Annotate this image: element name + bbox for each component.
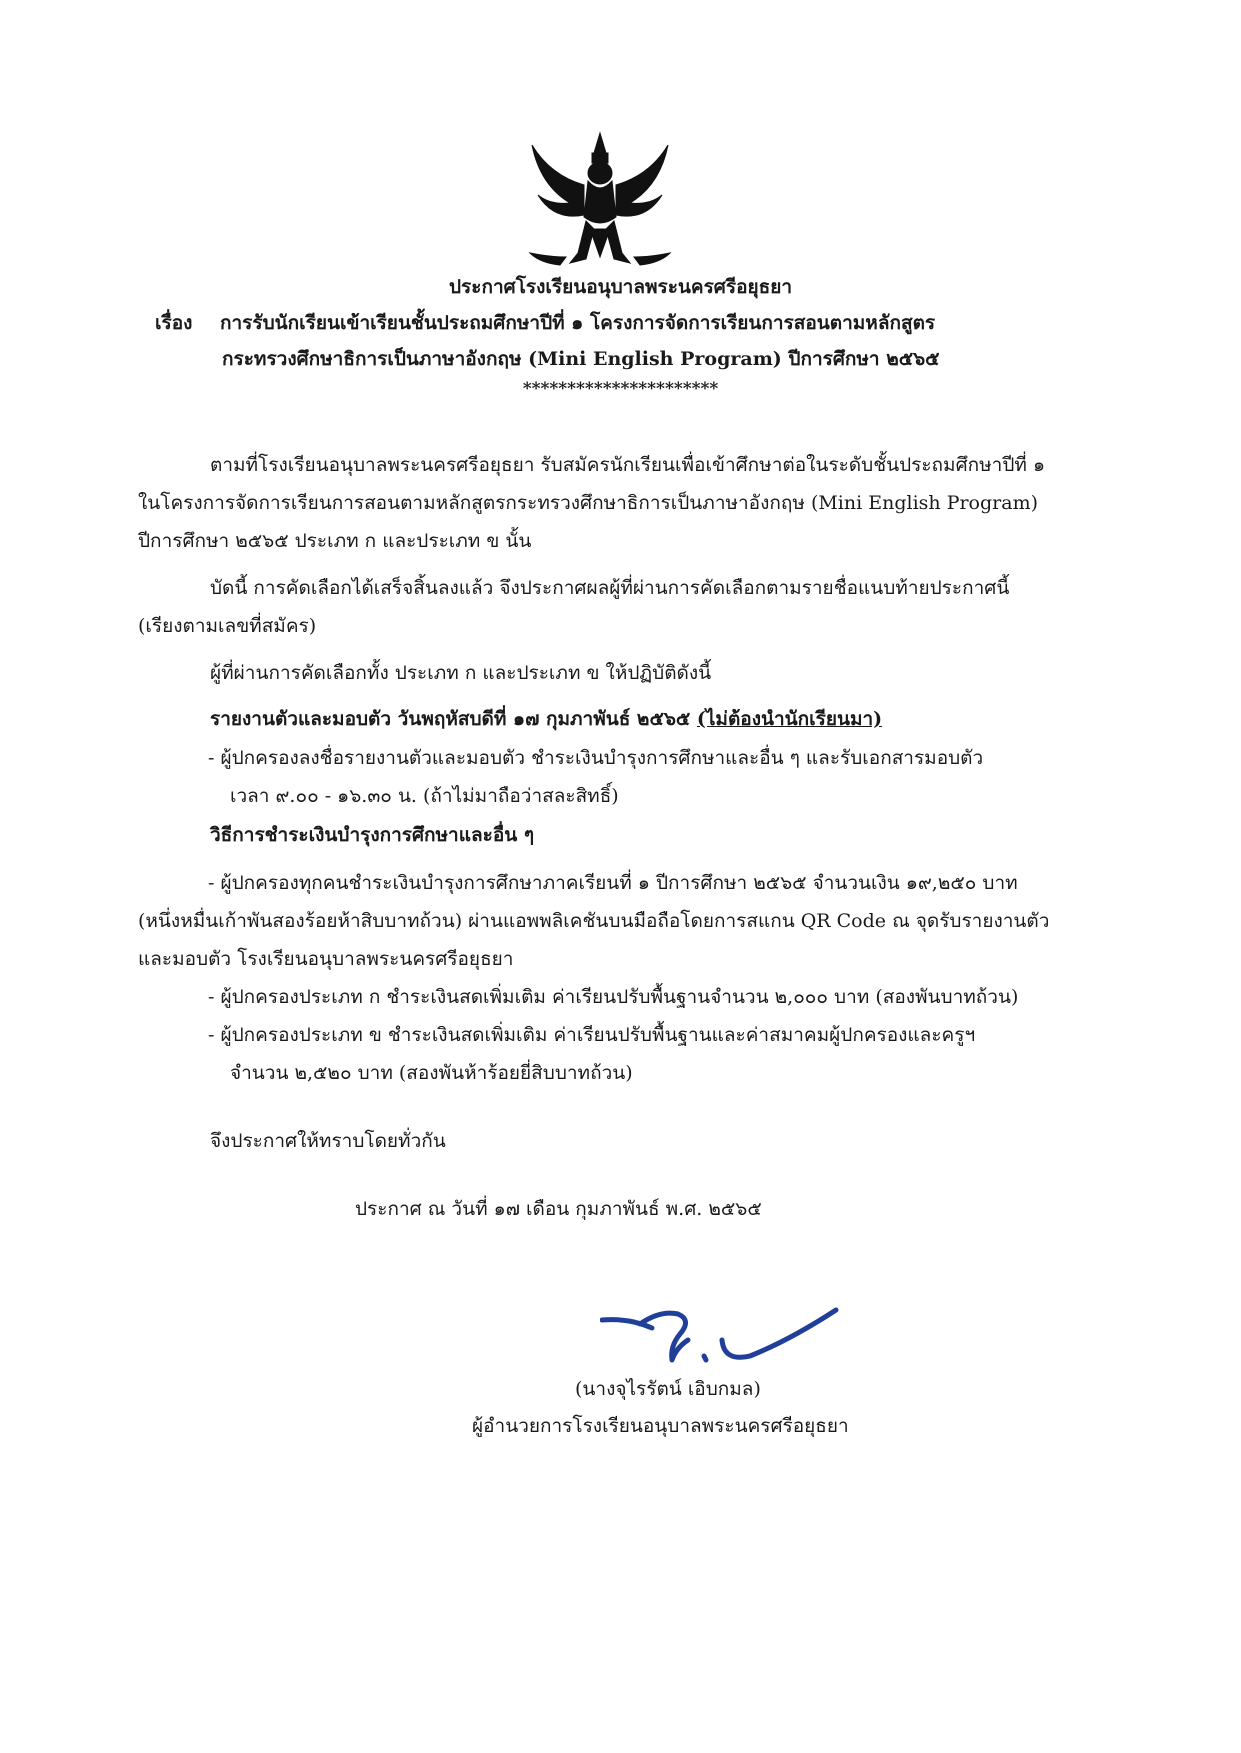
- report-item-line2: เวลา ๙.๐๐ - ๑๖.๓๐ น. (ถ้าไม่มาถือว่าสละสิทธิ์): [230, 785, 619, 807]
- garuda-emblem-icon: [520, 125, 680, 280]
- para1-line1: ตามที่โรงเรียนอนุบาลพระนครศรีอยุธยา รับสมัครนักเรียนเพื่อเข้าศึกษาต่อในระดับชั้นประถมศึกษาปีที่ ๑: [210, 454, 1046, 476]
- signer-position: ผู้อำนวยการโรงเรียนอนุบาลพระนครศรีอยุธยา: [472, 1415, 849, 1437]
- para1-line3: ปีการศึกษา ๒๕๖๕ ประเภท ก และประเภท ข นั้น: [138, 530, 532, 552]
- para2-line1: บัดนี้ การคัดเลือกได้เสร็จสิ้นลงแล้ว จึงประกาศผลผู้ที่ผ่านการคัดเลือกตามรายชื่อแนบท้ายประกาศนี้: [210, 577, 1010, 599]
- pay1-line3: และมอบตัว โรงเรียนอนุบาลพระนครศรีอยุธยา: [138, 948, 514, 970]
- closing-text: จึงประกาศให้ทราบโดยทั่วกัน: [210, 1130, 446, 1152]
- subject-line-1: การรับนักเรียนเข้าเรียนชั้นประถมศึกษาปีที่ ๑ โครงการจัดการเรียนการสอนตามหลักสูตร: [220, 312, 936, 334]
- report-heading-text: รายงานตัวและมอบตัว วันพฤหัสบดีที่ ๑๗ กุมภาพันธ์ ๒๕๖๕: [210, 708, 697, 730]
- report-heading: [210, 706, 882, 732]
- report-item-line1: - ผู้ปกครองลงชื่อรายงานตัวและมอบตัว ชำระเงินบำรุงการศึกษาและอื่น ๆ และรับเอกสารมอบตัว: [208, 747, 984, 769]
- signer-name: (นางจุไรรัตน์ เอิบกมล): [575, 1378, 761, 1400]
- report-note: (ไม่ต้องนำนักเรียนมา): [696, 708, 883, 730]
- pay1-line2: (หนึ่งหมื่นเก้าพันสองร้อยห้าสิบบาทถ้วน) ผ่านแอพพลิเคชันบนมือถือโดยการสแกน QR Code ณ จุดรับรายงานตัว: [138, 910, 1050, 932]
- para3: ผู้ที่ผ่านการคัดเลือกทั้ง ประเภท ก และประเภท ข ให้ปฏิบัติดังนี้: [210, 662, 712, 684]
- announcement-title: ประกาศโรงเรียนอนุบาลพระนครศรีอยุธยา: [448, 276, 793, 298]
- pay3-line1: - ผู้ปกครองประเภท ข ชำระเงินสดเพิ่มเติม ค่าเรียนปรับพื้นฐานและค่าสมาคมผู้ปกครองและครูฯ: [208, 1024, 976, 1046]
- subject-label: เรื่อง: [155, 312, 193, 334]
- separator: **********************: [522, 379, 719, 399]
- para1-line2: ในโครงการจัดการเรียนการสอนตามหลักสูตรกระทรวงศึกษาธิการเป็นภาษาอังกฤษ (Mini English Program): [138, 492, 1038, 514]
- pay1-line1: - ผู้ปกครองทุกคนชำระเงินบำรุงการศึกษาภาคเรียนที่ ๑ ปีการศึกษา ๒๕๖๕ จำนวนเงิน ๑๙,๒๕๐ บาท: [208, 872, 1018, 894]
- payment-heading: วิธีการชำระเงินบำรุงการศึกษาและอื่น ๆ: [210, 824, 535, 846]
- date-line: ประกาศ ณ วันที่ ๑๗ เดือน กุมภาพันธ์ พ.ศ. ๒๕๖๕: [355, 1198, 762, 1220]
- pay2: - ผู้ปกครองประเภท ก ชำระเงินสดเพิ่มเติม ค่าเรียนปรับพื้นฐานจำนวน ๒,๐๐๐ บาท (สองพันบาทถ้วน): [208, 986, 1019, 1008]
- subject-line-2: กระทรวงศึกษาธิการเป็นภาษาอังกฤษ (Mini English Program) ปีการศึกษา ๒๕๖๕: [222, 348, 940, 370]
- para2-line2: (เรียงตามเลขที่สมัคร): [138, 615, 317, 637]
- handwritten-signature-icon: [600, 1300, 840, 1370]
- pay3-line2: จำนวน ๒,๕๒๐ บาท (สองพันห้าร้อยยี่สิบบาทถ้วน): [230, 1062, 633, 1084]
